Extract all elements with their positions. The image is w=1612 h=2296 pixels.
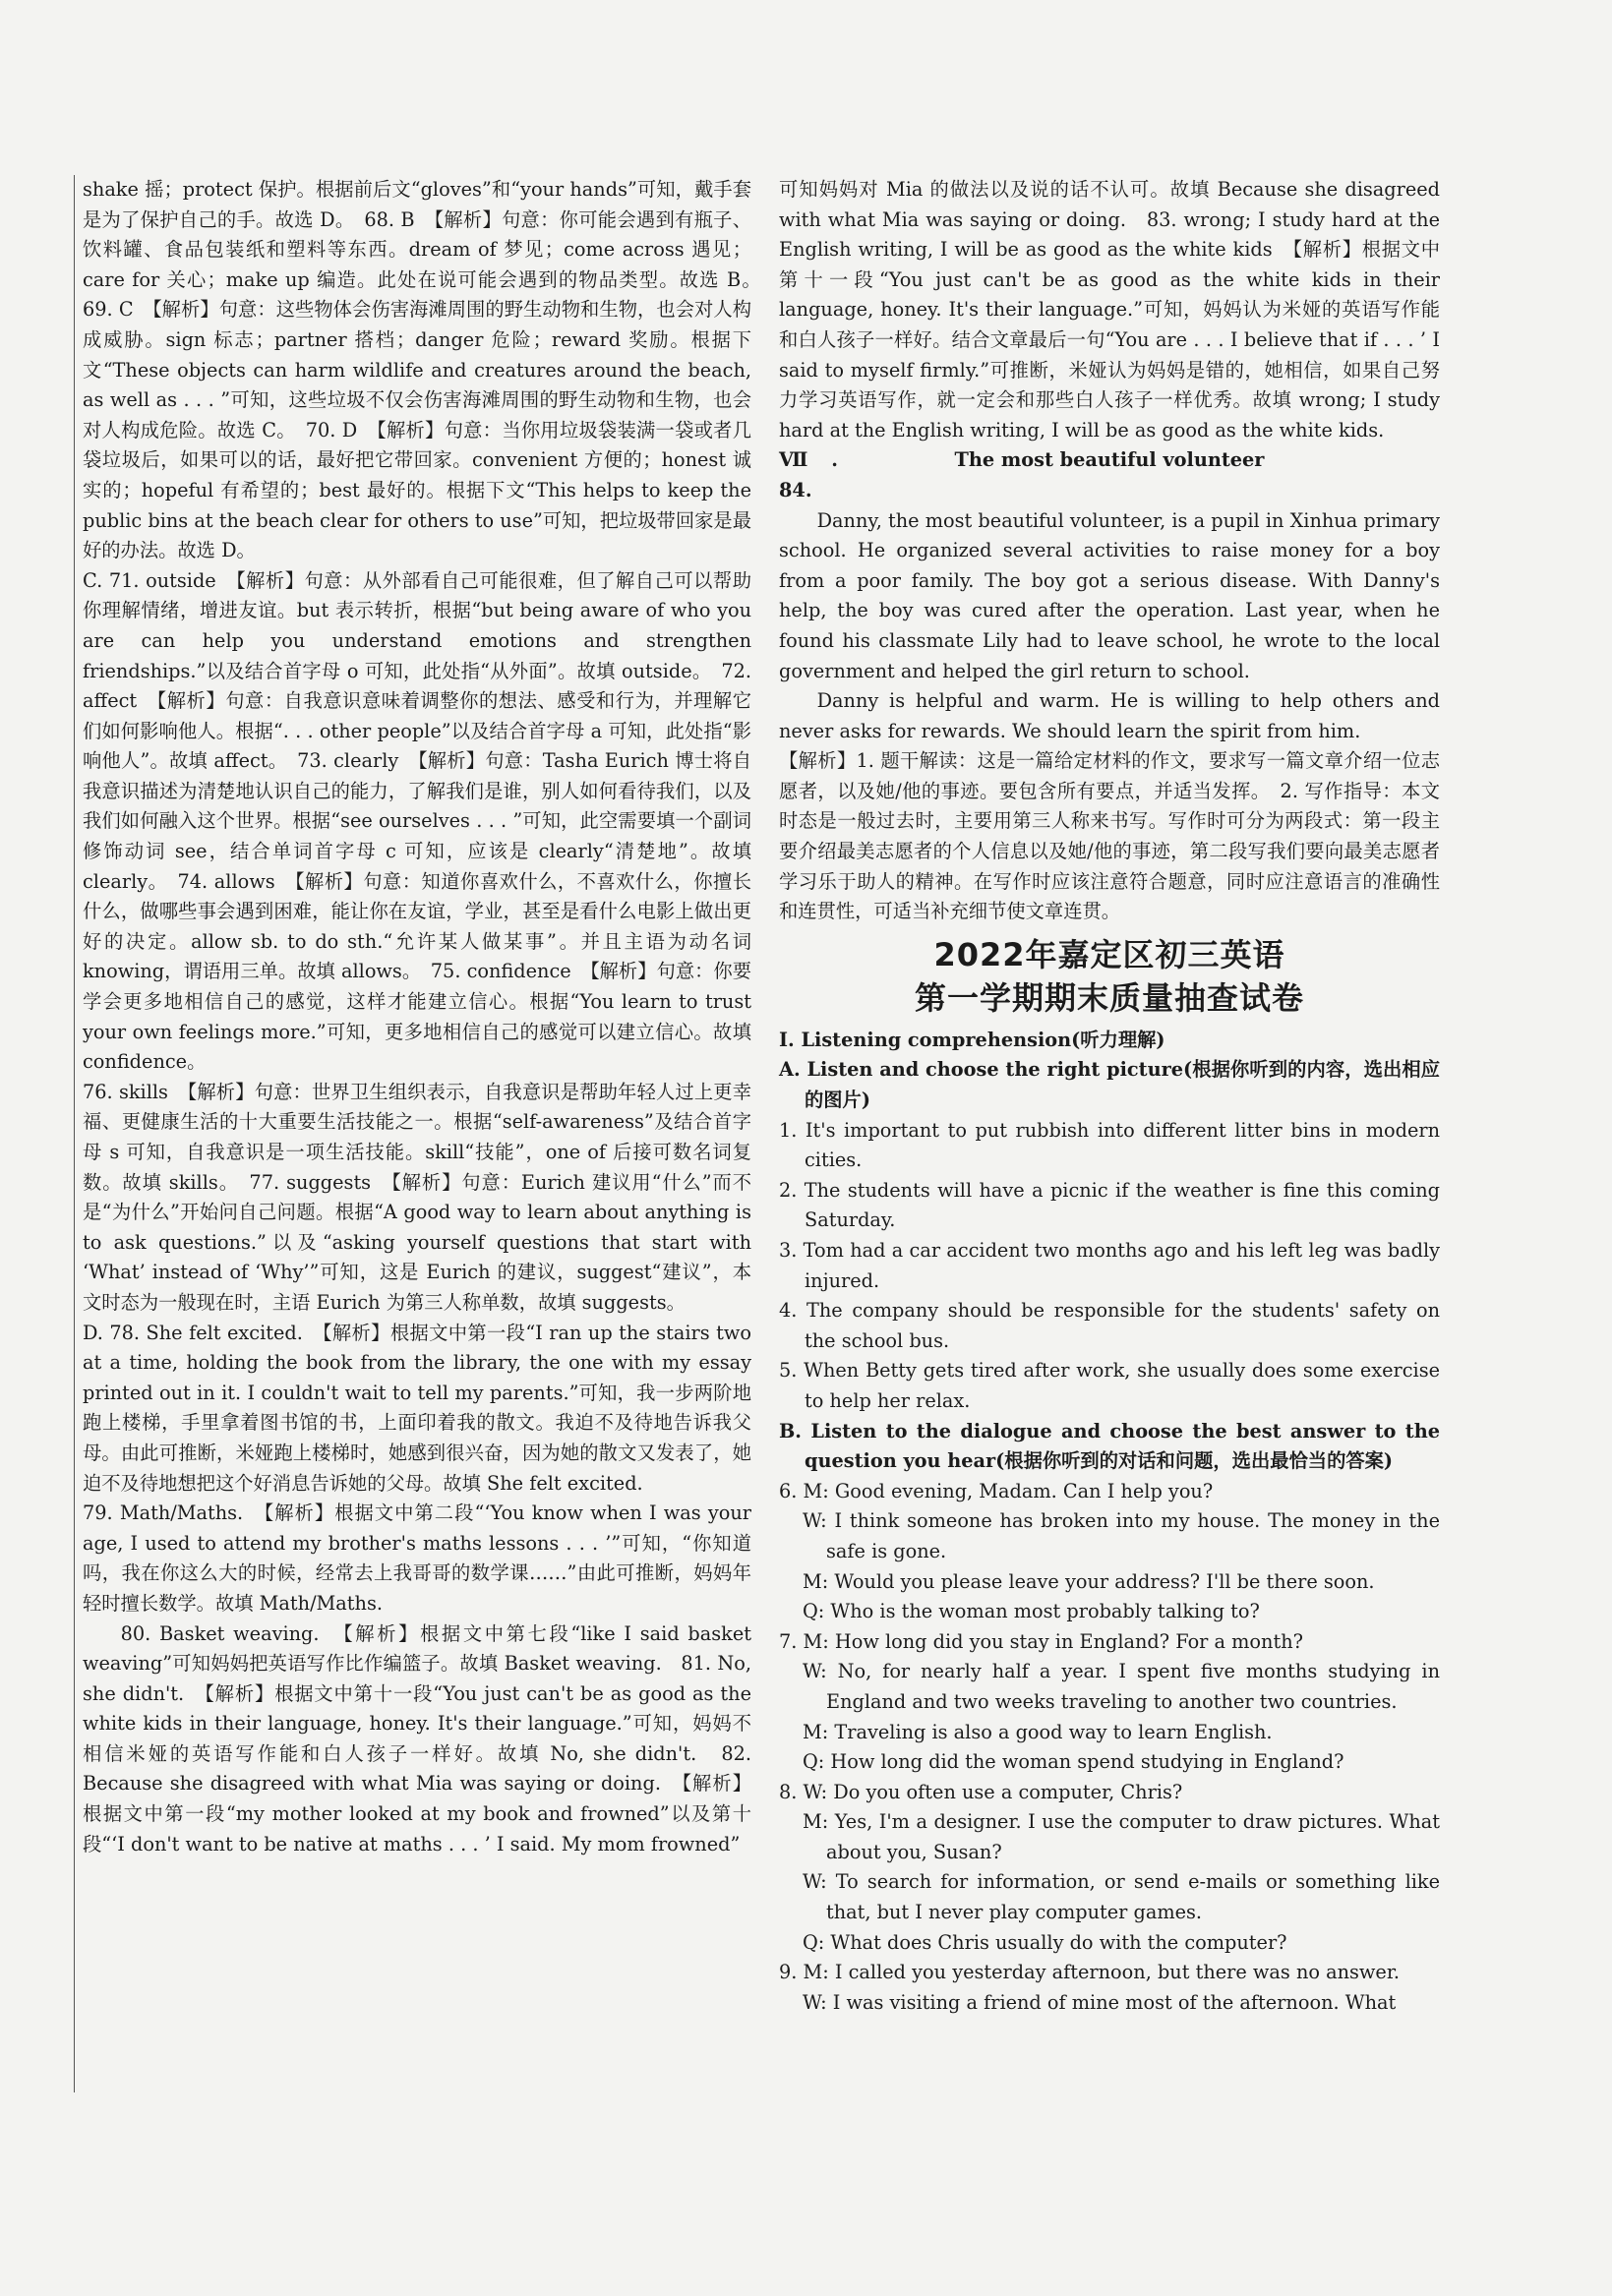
answer-block-c: C. 71. outside 【解析】句意：从外部看自己可能很难，但了解自己可以帮助你理解情绪，增进友谊。but 表示转折，根据“but being aware of who you are can help you understand emotions and strengthen friendships.”以及结合首字母 o 可知，此处指“从外面”。故填 outside。 72. affect 【解析】句意：自我意识意味着调整你的想法、感受和行为，并理解它们如何影响他人。根据“. . . other people”以及结合首字母 a 可知，此处指“影响他人”。故填 affect。 73. clearly 【解析】句意：Tasha Eurich 博士将自我意识描述为清楚地认识自己的能力，了解我们是谁，别人如何看待我们，以及我们如何融入这个世界。根据“see ourselves . . . ”可知，此空需要填一个副词修饰动词 see，结合单词首字母 c 可知，应该是 clearly“清楚地”。故填 clearly。 74. allows 【解析】句意：知道你喜欢什么，不喜欢什么，你擅长什么，做哪些事会遇到困难，能让你在友谊，学业，甚至是看什么电影上做出更好的决定。allow sb. to do sth.“允许某人做某事”。并且主语为动名词 knowing，谓语用三单。故填 allows。 75. confidence 【解析】句意：你要学会更多地相信自己的感觉，这样才能建立信心。根据“You learn to trust your own feelings more.”可知，更多地相信自己的感觉可以建立信心。故填 confidence。	[83, 568, 751, 1074]
essay-analysis: 【解析】1. 题干解读：这是一篇给定材料的作文，要求写一篇文章介绍一位志愿者，以及她/他的事迹。要包含所有要点，并适当发挥。 2. 写作指导：本文时态是一般过去时，主要用第三人称来书写。写作时可分为两段式：第一段主要介绍最美志愿者的个人信息以及她/他的事迹，第二段写我们要向最美志愿者学习乐于助人的精神。在写作时应该注意符合题意，同时应注意语言的准确性和连贯性，可适当补充细节使文章连贯。	[779, 749, 1440, 923]
dialogue-line: 7. M: How long did you stay in England? For a month?	[779, 1629, 1303, 1653]
answer-block-67-70: shake 摇；protect 保护。根据前后文“gloves”和“your hands”可知，戴手套是为了保护自己的手。故选 D。 68. B 【解析】句意：你可能会遇到有瓶子、饮料罐、食品包装纸和塑料等东西。dream of 梦见；come across 遇见；care for 关心；make up 编造。此处在说可能会遇到的物品类型。故选 B。 69. C 【解析】句意：这些物体会伤害海滩周围的野生动物和生物，也会对人构成威胁。sign 标志；partner 搭档；danger 危险；reward 奖励。根据下文“These objects can harm wildlife and creatures around the beach, as well as . . . ”可知，这些垃圾不仅会伤害海滩周围的野生动物和生物，也会对人构成危险。故选 C。 70. D 【解析】句意：当你用垃圾袋装满一袋或者几袋垃圾后，如果可以的话，最好把它带回家。convenient 方便的；honest 诚实的；hopeful 有希望的；best 最好的。根据下文“This helps to keep the public bins at the beach clear for others to use”可知，把垃圾带回家是最好的办法。故选 D。	[83, 178, 771, 562]
exam-title-line-1: 2022年嘉定区初三英语	[933, 935, 1285, 973]
part-a-item: 3. Tom had a car accident two months ago and his left leg was badly injured.	[779, 1239, 1440, 1292]
essay-paragraph-1: Danny, the most beautiful volunteer, is a pupil in Xinhua primary school. He organized several activities to raise money for a boy from a poor family. The boy got a serious disease. With Danny's help, the boy was cured after the operation. Last year, when he found his classmate Lily had to leave school, he wrote to the local government and helped the girl return to school.	[779, 508, 1440, 682]
dialogue-question: Q: What does Chris usually do with the computer?	[803, 1930, 1287, 1954]
listening-section-heading: Ⅰ. Listening comprehension(听力理解)	[779, 1028, 1165, 1051]
part-a-item: 1. It's important to put rubbish into different litter bins in modern cities.	[779, 1118, 1440, 1172]
answer-block-76-77: 76. skills 【解析】句意：世界卫生组织表示，自我意识是帮助年轻人过上更幸福、更健康生活的十大重要生活技能之一。根据“self-awareness”及结合首字母 s 可知，自我意识是一项生活技能。skill“技能”，one of 后接可数名词复数。故填 skills。 77. suggests 【解析】句意：Eurich 建议用“什么”而不是“为什么”开始问自己问题。根据“A good way to learn about anything is to ask questions.”以及“asking yourself questions that start with ‘What’ instead of ‘Why’”可知，这是 Eurich 的建议，suggest“建议”，本文时态为一般现在时，主语 Eurich 为第三人称单数，故填 suggests。	[83, 1080, 751, 1314]
dialogue-line: 8. W: Do you often use a computer, Chris?	[779, 1780, 1183, 1803]
dialogue-line: 6. M: Good evening, Madam. Can I help you?	[779, 1479, 1214, 1502]
part-a-item: 4. The company should be responsible for the students' safety on the school bus.	[779, 1299, 1440, 1352]
essay-paragraph-2: Danny is helpful and warm. He is willing to help others and never asks for rewards. We should learn the spirit from him.	[779, 689, 1440, 742]
dialogue-line: M: Yes, I'm a designer. I use the computer to draw pictures. What about you, Susan?	[803, 1810, 1440, 1863]
right-column	[779, 175, 1440, 2018]
dialogue-line: M: Would you please leave your address? I'll be there soon.	[803, 1569, 1375, 1593]
answer-block-d-78: D. 78. She felt excited. 【解析】根据文中第一段“I ran up the stairs two at a time, holding the book from the library, the one with my essay printed out in it. I couldn't wait to tell my parents.”可知，我一步两阶地跑上楼梯，手里拿着图书馆的书，上面印着我的散文。我迫不及待地告诉我父母。由此可推断，米娅跑上楼梯时，她感到很兴奋，因为她的散文又发表了，她迫不及待地想把这个好消息告诉她的父母。故填 She felt excited.	[83, 1321, 751, 1495]
dialogue-question: Q: Who is the woman most probably talking to?	[803, 1600, 1260, 1623]
essay-header	[779, 445, 1440, 505]
dialogue-question: Q: How long did the woman spend studying in England?	[803, 1750, 1344, 1774]
part-a-item: 5. When Betty gets tired after work, she usually does some exercise to help her relax.	[779, 1359, 1440, 1412]
dialogue-line: W: I was visiting a friend of mine most of the afternoon. What	[803, 1990, 1397, 2014]
part-a-item: 2. The students will have a picnic if the weather is fine this coming Saturday.	[779, 1178, 1440, 1232]
dialogue-line: W: No, for nearly half a year. I spent five months studying in England and two weeks traveling to another two countries.	[803, 1660, 1440, 1713]
part-b-heading: B. Listen to the dialogue and choose the best answer to the question you hear(根据你听到的对话和问题，选出最恰当的答案)	[779, 1419, 1440, 1473]
dialogue-line: M: Traveling is also a good way to learn English.	[803, 1720, 1273, 1743]
answer-block-82-83: 可知妈妈对 Mia 的做法以及说的话不认可。故填 Because she disagreed with what Mia was saying or doing. 83. wrong; I study hard at the English writing, I will be as good as the white kids 【解析】根据文中第十一段“You just can't be as good as the white kids in their language, honey. It's their language.”可知，妈妈认为米娅的英语写作能和白人孩子一样好。结合文章最后一句“You are . . . I believe that if . . . ’ I said to myself firmly.”可推断，米娅认为妈妈是错的，她相信，如果自己努力学习英语写作，就一定会和那些白人孩子一样优秀。故填 wrong; I study hard at the English writing, I will be as good as the white kids.	[779, 178, 1440, 442]
essay-title: The most beautiful volunteer	[954, 448, 1265, 472]
part-a-heading: A. Listen and choose the right picture(根据你听到的内容，选出相应的图片)	[779, 1058, 1440, 1112]
dialogue-line: 9. M: I called you yesterday afternoon, but there was no answer.	[779, 1961, 1401, 1984]
dialogue-line: W: To search for information, or send e-mails or something like that, but I never play computer games.	[803, 1870, 1440, 1924]
exam-title-line-2: 第一学期期末质量抽查试卷	[914, 978, 1304, 1017]
answer-block-79: 79. Math/Maths. 【解析】根据文中第二段“‘You know when I was your age, I used to attend my brother's maths lessons . . . ’”可知，“你知道吗，我在你这么大的时候，经常去上我哥哥的数学课……”由此可推断，妈妈年轻时擅长数学。故填 Math/Maths.	[83, 1501, 751, 1615]
essay-label: Ⅶ. 84.	[779, 448, 838, 501]
dialogue-line: W: I think someone has broken into my house. The money in the safe is gone.	[803, 1509, 1440, 1562]
answer-block-80-82: 80. Basket weaving. 【解析】根据文中第七段“like I said basket weaving”可知妈妈把英语写作比作编篮子。故填 Basket weaving. 81. No, she didn't. 【解析】根据文中第十一段“You just can't be as good as the white kids in their language, honey. It's their language.”可知，妈妈不相信米娅的英语写作能和白人孩子一样好。故填 No, she didn't. 82. Because she disagreed with what Mia was saying or doing. 【解析】根据文中第一段“my mother looked at my book and frowned”以及第十段“‘I don't want to be native at maths . . . ’ I said. My mom frowned”	[83, 1621, 751, 1855]
left-column	[74, 175, 771, 2092]
